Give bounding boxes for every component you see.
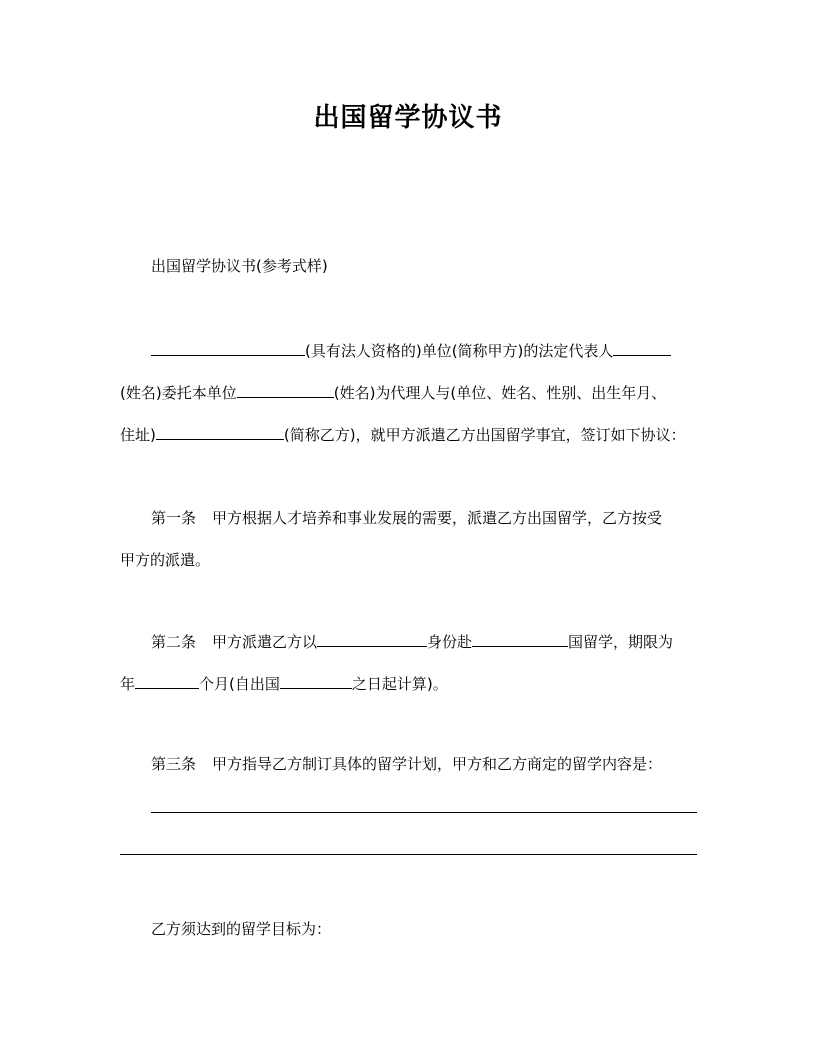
article3-label: 第三条 [151, 755, 197, 773]
article1-line-1 [151, 507, 697, 529]
preamble-text-3a: 住址) [120, 426, 156, 444]
article1-text-1: 甲方根据人才培养和事业发展的需要，派遣乙方出国留学，乙方按受 [212, 509, 663, 527]
article1-line-2: 甲方的派遣。 [120, 551, 211, 569]
article2-label: 第二条 [151, 633, 197, 651]
article2-text-1c: 国留学，期限为 [568, 633, 674, 651]
party-b-blank[interactable] [156, 423, 284, 440]
article2-text-2c: 之日起计算)。 [351, 675, 448, 693]
months-blank[interactable] [135, 672, 199, 689]
article2-text-2a: 年 [120, 675, 136, 693]
article3-text-1: 甲方指导乙方制订具体的留学计划，甲方和乙方商定的留学内容是： [212, 755, 663, 773]
unit-name-blank[interactable] [151, 339, 305, 356]
article2-text-1a: 甲方派遣乙方以 [212, 633, 318, 651]
preamble-line-2 [120, 381, 697, 404]
article2-line-2 [120, 672, 697, 695]
preamble-text-2b: (姓名)为代理人与(单位、姓名、性别、出生年月、 [333, 384, 667, 402]
preamble-line-1 [151, 339, 697, 362]
study-goal-label: 乙方须达到的留学目标为： [151, 920, 332, 938]
article2-text-2b: 个月(自出国 [199, 675, 280, 693]
document-title: 出国留学协议书 [313, 103, 503, 133]
preamble-text-3b: (简称乙方)，就甲方派遣乙方出国留学事宜，签订如下协议： [283, 426, 686, 444]
article2-text-1b: 身份赴 [427, 633, 473, 651]
study-content-line-1[interactable] [151, 812, 697, 813]
article1-label: 第一条 [151, 509, 197, 527]
article2-line-1 [151, 630, 697, 653]
preamble-line-3 [120, 423, 697, 446]
identity-blank[interactable] [317, 630, 427, 647]
representative-name-blank[interactable] [613, 339, 671, 356]
preamble-text-2a: (姓名)委托本单位 [120, 384, 237, 402]
study-content-line-2[interactable] [120, 854, 697, 855]
country-blank[interactable] [472, 630, 568, 647]
departure-date-blank[interactable] [280, 672, 352, 689]
preamble-text-1a: (具有法人资格的)单位(简称甲方)的法定代表人 [305, 342, 614, 360]
subtitle: 出国留学协议书(参考式样) [151, 257, 328, 275]
article3-line-1 [151, 753, 697, 775]
agent-blank[interactable] [237, 381, 334, 398]
